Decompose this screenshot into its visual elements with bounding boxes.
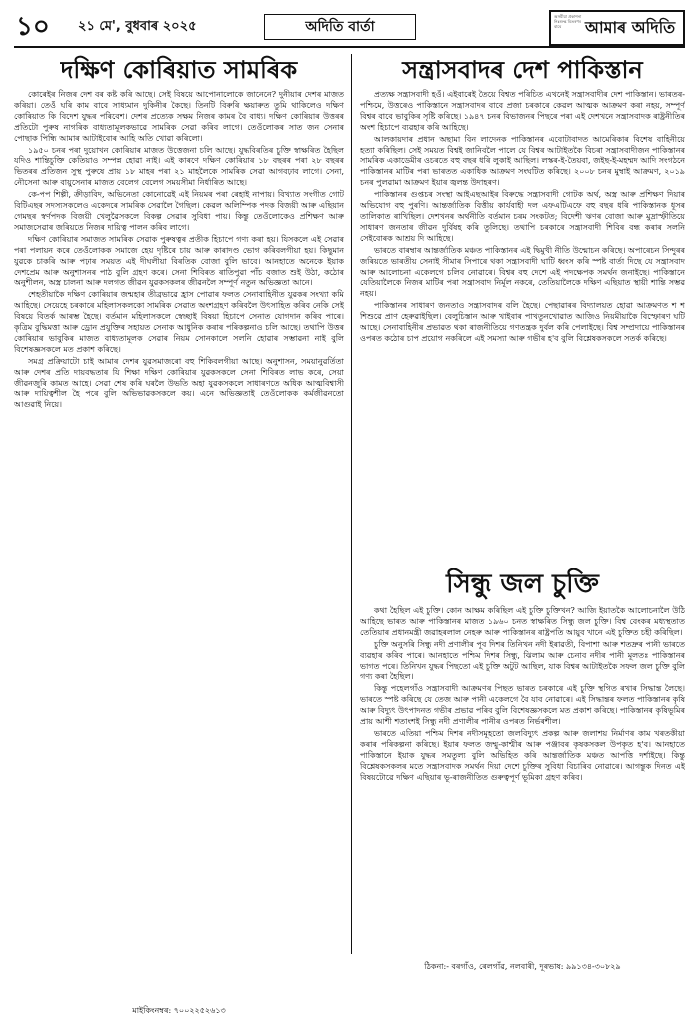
headline-sindhu: সিন্ধু জল চুক্তি bbox=[446, 569, 599, 599]
issue-date: ২১ মে', বুধবাৰ ২০২৫ bbox=[78, 19, 197, 34]
article-sindhu bbox=[360, 558, 685, 958]
byline-sindhu: ঠিকনা:- বৰগাঁও, ৰেলগাঁৱ, নলবাৰী, দূৰভাষ: ৯৯১৩৪-৩০৮২৯ bbox=[424, 962, 621, 971]
paragraph: পাকিস্তানৰ গুপ্তচৰ সংস্থা আইএছআইৰ বিৰুদ্ধে সন্ত্ৰাসবাদী গোটক অৰ্থ, অস্ত্ৰ আৰু প্ৰশিক্ষণ দিয়াৰ অভিযোগ বহু পুৰণি। আন্তৰ্জাতিক বিত্তীয় কাৰ্যবাহী দল এফএটিএফে বহু বছৰ ধৰি পাকিস্তানক ধূসৰ তালিকাত ৰাখিছিল। দেশখনৰ অৰ্থনীতি বৰ্তমান চৰম সংকটত; বিদেশী ঋণৰ বোজা আৰু মুদ্ৰাস্ফীতিয়ে সাধাৰণ জনতাৰ জীৱন দুৰ্বিষহ কৰি তুলিছে। তথাপি চৰকাৰে সন্ত্ৰাসবাদী শিবিৰ বন্ধ কৰাৰ সলনি সেইবোৰক আশ্ৰয় দি আহিছে। bbox=[360, 190, 685, 243]
article-pakistan bbox=[360, 54, 685, 552]
paragraph: দক্ষিণ কোৰিয়াৰ সমাজত সামৰিক সেৱাক পুৰুষত্বৰ প্ৰতীক হিচাপে গণ্য কৰা হয়। যিসকলে এই সেৱাৰ পৰা পলায়ন কৰে তেওঁলোকক সমাজে হেয় দৃষ্টিৰে চায় আৰু কাৰাদণ্ড ভোগ কৰিবলগীয়া হয়। কিছুমান যুৱকে চাকৰি আৰু পঢ়াৰ সময়ত এই দীঘলীয়া বিৰতিক বোজা বুলি ভাবে। আনহাতে অনেকে ইয়াক দেশপ্ৰেম আৰু অনুশাসনৰ পাঠ বুলি গ্ৰহণ কৰে। সেনা শিবিৰত ৰাতিপুৱা পাঁচ বজাত শুই উঠা, কঠোৰ অনুশীলন, অস্ত্ৰ চালনা আৰু দলগত জীৱন যুৱকসকলৰ জীৱনলৈ সম্পূৰ্ণ নতুন অভিজ্ঞতা আনে। bbox=[14, 234, 344, 288]
headline-korea: দক্ষিণ কোৰিয়াত সামৰিক bbox=[60, 55, 298, 84]
paragraph: শেহতীয়াকৈ দক্ষিণ কোৰিয়াৰ জন্মহাৰ তীব্ৰভাৱে হ্ৰাস পোৱাৰ ফলত সেনাবাহিনীত যুৱকৰ সংখ্যা কমি আহিছে। সেয়েহে চৰকাৰে মহিলাসকলকো সামৰিক সেৱাত অংশগ্ৰহণ কৰিবলৈ উৎসাহিত কৰিব নেকি সেই বিষয়ে বিতৰ্ক আৰম্ভ হৈছে। বৰ্তমান মহিলাসকলে স্বেচ্ছাই বিষয়া হিচাপে সেনাত যোগদান কৰিব পাৰে। কৃত্ৰিম বুদ্ধিমত্তা আৰু ড্ৰোন প্ৰযুক্তিৰ সহায়ত সেনাক আধুনিক কৰাৰ পৰিকল্পনাও চলি আছে। তথাপি উত্তৰ কোৰিয়াৰ ভাবুকিৰ মাজত বাধ্যতামূলক সেৱাৰ নিয়ম সোনকালে সলনি হোৱাৰ সম্ভাৱনা নাই বুলি বিশেষজ্ঞসকলে মত প্ৰকাশ কৰিছে। bbox=[14, 290, 344, 354]
byline-korea: মাইকিংনম্বৰ: ৭০০২২৫২৬১৩ bbox=[132, 1006, 226, 1015]
paragraph: প্ৰত্যক্ষ সন্ত্ৰাসবাদী হওঁ। এইবাৰেই তৈয়ে বিশ্বত পৰিচিত এখনেই সন্ত্ৰাসবাদীৰ দেশ পাকিস্তান। ভাৰতৰ-পশ্চিমে, উত্তৰেও পাকিস্তানে সন্ত্ৰাসবাদৰ বাবে প্ৰজা চৰকাৰে কেৱল আত্মক আক্ৰমণ কৰা নহয়, সম্পূৰ্ণ বিশ্বৰ বাবে ভাবুকিৰ সৃষ্টি কৰিছে। ১৯৪৭ চনৰ বিভাজনৰ পিছৰে পৰা এই দেশখনে সন্ত্ৰাসবাদক ৰাষ্ট্ৰনীতিৰ অংশ হিচাপে ব্যৱহাৰ কৰি আহিছে। bbox=[360, 90, 685, 132]
page-header bbox=[14, 10, 685, 44]
paragraph: কোৰেইৰ নিজৰ দেশ বৰ কষ্ট কৰি আছে। সেই বিষয়ে আপোনালোকে জানেনে? দুনীয়াৰ দেশৰ মাজত কৰিয়া। তেওঁ ঘৰি কাম বাবে সাধ্যমান দুকিনীৰ কৈছে। তিনটি বিৰুৰি ক্ষয়াৰুত তুমি থাকিলেও দক্ষিণ কোৰিয়াত কি বিদেশ যুদ্ধৰ পৰিবেশ। দেশৰ প্ৰত্যেক সক্ষম নিজৰ কামৰ বৈ বাধ্য। দক্ষিণ কোৰিয়াৰ উত্তৰৰ প্ৰতিটো পুৰুষ নাগৰিক বাধ্যতামূলকভাৱে সামৰিক সেৱা কৰিব লাগে। তেওঁলোকৰ সাত জন সেনাৰ পোছাক পিন্ধি আমাৰ আটাইবোৰ আহি অতি খোৱা কৰিলো। bbox=[14, 90, 344, 143]
paragraph: ভাৰতে বাৰম্বাৰ আন্তৰ্জাতিক মঞ্চত পাকিস্তানৰ এই দ্বিমুখী নীতি উন্মোচন কৰিছে। অপাৰেচন সিন্দুৰৰ জৰিয়তে ভাৰতীয় সেনাই সীমাৰ সিপাৰে থকা সন্ত্ৰাসবাদী ঘাটি ধ্বংস কৰি স্পষ্ট বাৰ্তা দিছে যে সন্ত্ৰাসবাদ আৰু আলোচনা একেলগে চলিব নোৱাৰে। বিশ্বৰ বহু দেশে এই পদক্ষেপক সমৰ্থন জনাইছে। পাকিস্তানে যেতিয়ালৈকে নিজৰ মাটিৰ পৰা সন্ত্ৰাসবাদ নিৰ্মূল নকৰে, তেতিয়ালৈকে দক্ষিণ এছিয়াত স্থায়ী শান্তি সম্ভৱ নহয়। bbox=[360, 245, 685, 299]
paragraph: কিন্তু পহেলগাঁও সন্ত্ৰাসবাদী আক্ৰমণৰ পিছত ভাৰত চৰকাৰে এই চুক্তি স্থগিত ৰখাৰ সিদ্ধান্ত লৈছে। ভাৰতে স্পষ্ট কৰিছে যে তেজ আৰু পানী একেলগে বৈ যাব নোৱাৰে। এই সিদ্ধান্তৰ ফলত পাকিস্তানৰ কৃষি আৰু বিদ্যুৎ উৎপাদনত গভীৰ প্ৰভাৱ পৰিব বুলি বিশেষজ্ঞসকলে মত প্ৰকাশ কৰিছে। পাকিস্তানৰ কৃষিভূমিৰ প্ৰায় আশী শতাংশই সিন্ধু নদী প্ৰণালীৰ পানীৰ ওপৰত নিৰ্ভৰশীল। bbox=[360, 684, 685, 727]
header-rule bbox=[14, 46, 685, 48]
headline-pakistan: সন্ত্ৰাসবাদৰ দেশ পাকিস্তান bbox=[402, 55, 643, 84]
brand-logo: আমাৰ অদিতি bbox=[585, 18, 676, 37]
column-separator bbox=[351, 54, 352, 954]
paragraph: চুক্তি অনুসৰি সিন্ধু নদী প্ৰণালীৰ পূব দিশৰ তিনিখন নদী ইৰাৱতী, বিপাশা আৰু শতদ্ৰুৰ পানী ভাৰতে ব্যৱহাৰ কৰিব পাৰে। আনহাতে পশ্চিম দিশৰ সিন্ধু, ঝিলাম আৰু চেনাব নদীৰ পানী মূলতঃ পাকিস্তানৰ ভাগত পৰে। তিনিখন যুদ্ধৰ পিছতো এই চুক্তি অটুট আছিল, যাক বিশ্বৰ আটাইতকৈ সফল জল চুক্তি বুলি গণ্য কৰা হৈছিল। bbox=[360, 639, 685, 682]
paragraph: কে-পপ শিল্পী, ক্ৰীড়াবিদ, অভিনেতা কোনোৱেই এই নিয়মৰ পৰা ৰেহাই নাপায়। বিখ্যাত সংগীত গোট বিটিএছৰ সদস্যসকলেও একেদৰে সামৰিক সেৱালৈ গৈছিল। কেৱল অলিম্পিক পদক বিজয়ী আৰু এছিয়ান গেমছৰ স্বৰ্ণপদক বিজয়ী খেলুৱৈসকলে বিকল্প সেৱাৰ সুবিধা পায়। কিন্তু তেওঁলোকেও প্ৰশিক্ষণ আৰু সমাজসেৱাৰ জৰিয়তে নিজৰ দায়িত্ব পালন কৰিব লাগে। bbox=[14, 190, 344, 232]
brand-logo-box bbox=[549, 10, 685, 46]
brand-tagline: অসমীয়া প্ৰকাশনা নিঃশুল্ক বিতৰণৰ বাবে bbox=[554, 14, 582, 29]
paragraph: সমগ্ৰ প্ৰক্ৰিয়াটো চাই আমাৰ দেশৰ যুৱসমাজৰো বহু শিকিবলগীয়া আছে। অনুশাসন, সময়ানুৱৰ্তিতা আৰু দেশৰ প্ৰতি দায়বদ্ধতাৰ যি শিক্ষা দক্ষিণ কোৰিয়াৰ যুৱকসকলে সেনা শিবিৰত লাভ কৰে, সেয়া জীৱনজুৰি কামত আহে। সেৱা শেষ কৰি ঘৰলৈ উভতি অহা যুৱকসকলে সাধাৰণতে অধিক আত্মবিশ্বাসী আৰু দায়িত্বশীল হৈ পৰে বুলি অভিভাৱকসকলে কয়। এনে অভিজ্ঞতাই তেওঁলোকক কৰ্মজীৱনতো আগুৱাই নিয়ে। bbox=[14, 356, 344, 410]
paragraph: ভাৰতে এতিয়া পশ্চিম দিশৰ নদীসমূহতো জলবিদ্যুৎ প্ৰকল্প আৰু জলাশয় নিৰ্মাণৰ কাম খৰতকীয়া কৰাৰ পৰিকল্পনা কৰিছে। ইয়াৰ ফলত জম্মু-কাশ্মীৰ আৰু পঞ্জাবৰ কৃষকসকল উপকৃত হ'ব। আনহাতে পাকিস্তানে ইয়াক যুদ্ধৰ সমতুল্য বুলি অভিহিত কৰি আন্তৰ্জাতিক মঞ্চত আপত্তি দৰ্শাইছে। কিন্তু বিশ্লেষকসকলৰ মতে সন্ত্ৰাসবাদক সমৰ্থন দিয়া দেশে চুক্তিৰ সুবিধা বিচাৰিব নোৱাৰে। আগন্তুক দিনত এই বিষয়টোৱে দক্ষিণ এছিয়াৰ ভূ-ৰাজনীতিত গুৰুত্বপূৰ্ণ ভূমিকা গ্ৰহণ কৰিব। bbox=[360, 728, 685, 782]
page-number: ১০ bbox=[16, 12, 50, 42]
paragraph: ১৯৫০ চনৰ পৰা দুয়োখন কোৰিয়াৰ মাজত উত্তেজনা চলি আছে। যুদ্ধবিৰতিৰ চুক্তি স্বাক্ষৰিত হৈছিল যদিও শান্তিচুক্তি কেতিয়াও সম্পন্ন হোৱা নাই। এই কাৰণে দক্ষিণ কোৰিয়াৰ ১৮ বছৰৰ পৰা ২৮ বছৰৰ ভিতৰৰ প্ৰতিজন সুস্থ পুৰুষে প্ৰায় ১৮ মাহৰ পৰা ২১ মাহলৈকে সামৰিক সেৱা আগবঢ়াব লাগে। সেনা, নৌসেনা আৰু বায়ুসেনাৰ মাজত বেলেগ বেলেগ সময়সীমা নিৰ্ধাৰিত আছে। bbox=[14, 145, 344, 188]
paragraph: কথা হৈছিল এই চুক্তি। কোন আক্ষম কৰিছিল এই চুক্তি চুক্তিখন? আজি ইয়াতকৈ আলোচনালৈ উঠি আহিছে ভাৰত আৰু পাকিস্তানৰ মাজত ১৯৬০ চনত স্বাক্ষৰিত সিন্ধু জল চুক্তি। বিশ্ব বেংকৰ মধ্যস্থতাত তেতিয়াৰ প্ৰধানমন্ত্ৰী জৱাহৰলাল নেহৰু আৰু পাকিস্তানৰ ৰাষ্ট্ৰপতি আয়ুব খানে এই চুক্তিত চহী কৰিছিল। bbox=[360, 606, 685, 637]
newspaper-page bbox=[14, 10, 685, 1014]
paragraph: আলকায়দাৰ প্ৰধান অছামা বিন লাদেনক পাকিস্তানৰ এবোটাবাদত আমেৰিকাৰ বিশেষ বাহিনীয়ে হত্যা কৰিছিল। সেই সময়ত বিশ্বই জানিবলৈ পালে যে বিশ্বৰ আটাইতকৈ বিচৰা সন্ত্ৰাসবাদীজন পাকিস্তানৰ সামৰিক একাডেমীৰ ওচৰতে বহু বছৰ ধৰি লুকাই আছিল। লস্কৰ-ই-তৈয়বা, জইছ-ই-মহম্মদ আদি সংগঠনে পাকিস্তানৰ মাটিৰ পৰা ভাৰতত একাধিক আক্ৰমণ সংঘটিত কৰিছে। ২০০৮ চনৰ মুম্বাই আক্ৰমণ, ২০১৯ চনৰ পুলৱামা আক্ৰমণ ইয়াৰ জ্বলন্ত উদাহৰণ। bbox=[360, 134, 685, 188]
newspaper-name: অদিতি বাৰ্তা bbox=[264, 14, 416, 40]
paragraph: পাকিস্তানৰ সাধাৰণ জনতাও সন্ত্ৰাসবাদৰ বলি হৈছে। পেছাৱাৰৰ বিদ্যালয়ত হোৱা আক্ৰমণত শ শ শিশুৱে প্ৰাণ হেৰুৱাইছিল। বেলুচিস্তান আৰু খাইবাৰ পাখতুনখোৱাত আজিও নিয়মীয়াকৈ বিস্ফোৰণ ঘটি আছে। সেনাবাহিনীৰ প্ৰভাৱত থকা ৰাজনীতিয়ে গণতন্ত্ৰক দুৰ্বল কৰি পেলাইছে। বিশ্ব সম্প্ৰদায়ে পাকিস্তানৰ ওপৰত কঠোৰ চাপ প্ৰয়োগ নকৰিলে এই সমস্যা আৰু গভীৰ হ'ব বুলি বিশ্লেষকসকলে সতৰ্ক কৰিছে। bbox=[360, 301, 685, 343]
article-korea bbox=[14, 54, 344, 944]
